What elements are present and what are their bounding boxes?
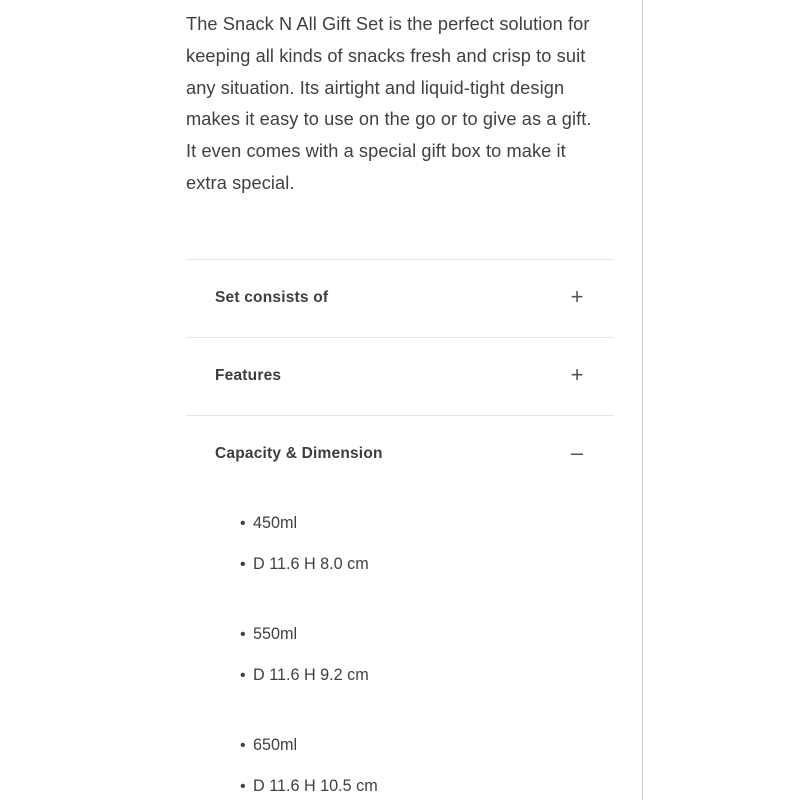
dimension-value: D 11.6 H 8.0 cm	[253, 555, 369, 573]
list-item: • 650ml	[240, 736, 298, 754]
description-line: any situation. Its airtight and liquid-tight design	[186, 77, 565, 98]
product-accordion	[186, 259, 614, 795]
description-line: It even comes with a special gift box to make it	[186, 141, 566, 162]
plus-icon[interactable]: +	[570, 284, 584, 309]
description-line: keeping all kinds of snacks fresh and crisp to suit	[186, 45, 586, 66]
accordion-label: Capacity & Dimension	[215, 445, 383, 462]
list-item: • D 11.6 H 9.2 cm	[240, 666, 369, 684]
description-line: makes it easy to use on the go or to give as a gift.	[186, 109, 592, 130]
capacity-value: 450ml	[253, 514, 298, 532]
dimension-value: D 11.6 H 10.5 cm	[253, 777, 378, 795]
description-line: extra special.	[186, 172, 295, 193]
capacity-value: 550ml	[253, 625, 298, 643]
accordion-item-capacity-dimension[interactable]	[186, 416, 614, 493]
capacity-value: 650ml	[253, 736, 298, 754]
product-content	[186, 0, 614, 200]
accordion-item-set-consists-of[interactable]	[186, 260, 614, 338]
description-line: The Snack N All Gift Set is the perfect solution for	[186, 14, 590, 34]
minus-icon[interactable]: –	[570, 440, 584, 465]
list-item: • 450ml	[240, 514, 298, 532]
list-item: • 550ml	[240, 625, 298, 643]
plus-icon[interactable]: +	[570, 362, 584, 387]
list-item: • D 11.6 H 8.0 cm	[240, 555, 369, 573]
accordion-label: Set consists of	[215, 289, 329, 306]
accordion-label: Features	[215, 367, 282, 384]
content-divider	[642, 0, 643, 800]
accordion-item-features[interactable]	[186, 338, 614, 416]
product-description	[186, 9, 614, 200]
list-item: • D 11.6 H 10.5 cm	[240, 777, 378, 795]
dimension-value: D 11.6 H 9.2 cm	[253, 666, 369, 684]
